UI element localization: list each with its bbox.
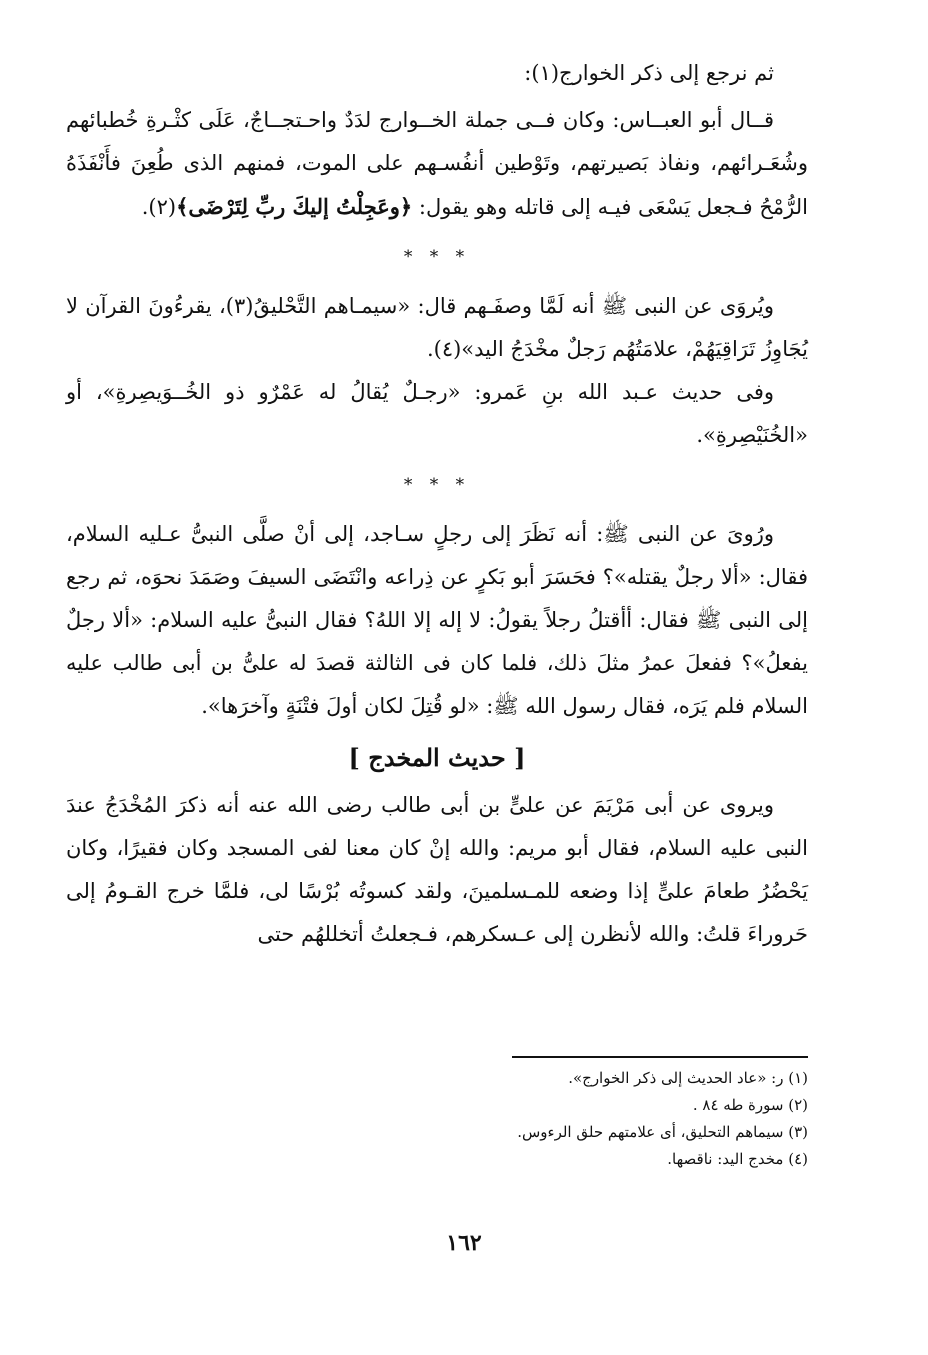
- paragraph-praying-man: ورُوىَ عن النبى ﷺ: أنه نَظَرَ إلى رجلٍ سـاجد، إلى أنْ صلَّى النبىُّ عـليه السلام، فقال: «ألا رجلٌ يقتله»؟ فحَسَرَ أبو بَكرٍ عن ذِراعه وانْتَضَى السيفَ وصَمَدَ نحوَه، ثم رجع إلى النبى ﷺ فقال: أأقتلُ رجلاً يقولُ: لا إله إلا اللهُ؟ فقال النبىُّ عليه السلام: «ألا رجلٌ يفعلُ»؟ ففعلَ عمرُ مثلَ ذلك، فلما كان فى الثالثة قصدَ له علىُّ بن أبى طالب عليه السلام فلم يَرَه، فقال رسول الله ﷺ: «لو قُتِلَ لكان أولَ فتْنَةٍ وآخرَها».: [66, 522, 808, 718]
- paragraph-abu-maryam: ويروى عن أبى مَرْيَمَ عن علىٍّ بن أبى طالب رضى الله عنه أنه ذكرَ المُخْدَجُ عندَ النبى عليه السلام، فقال أبو مريم: والله إنْ كان معنا لفى المسجد وكان فقيرًا، وكان يَحْضُرُ طعامَ علىٍّ إذا وضعه للمـسلمينَ، ولقد كسوتُه بُرْسًا لى، فلمَّا خرج القـومُ إلى حَروراءَ قلتُ: والله لأنظرن إلى عـسكرهم، فـجعلتُ أتخللهُم حتى: [66, 793, 808, 946]
- footnote-item: (٢) سورة طه ٨٤ .: [692, 1096, 808, 1114]
- page-number: ١٦٢: [446, 1230, 482, 1256]
- paragraph-abdullah-amr: وفى حديث عـبد الله بنِ عَمرو: «رجـلٌ يُقالُ له عَمْرٌو ذو الخُــوَيصِرةِ»، أو «الخُنَيْصِرةِ».: [66, 380, 808, 447]
- page-body: [66, 52, 808, 956]
- footnote-item: (١) ر: «عاد الحديث إلى ذكر الخوارج».: [568, 1069, 808, 1087]
- section-heading: [ حديث المخدج ]: [348, 743, 526, 772]
- paragraph-hadith-description: ويُروَى عن النبى ﷺ أنه لَمَّا وصفَـهم قال: «سيمـاهم التَّحْليقُ(٣)، يقرءُونَ القرآن لا يُجَاوِزُ تَرَاقِيَهُمْ، علامَتُهُم رَجلٌ مخْدَجُ اليد»(٤).: [66, 294, 808, 361]
- paragraph-text: قــال أبو العبــاس: وكان فــى جملة الخــوارج لدَدٌ واحـتجــاجٌ، عَلَى كثْـرةِ خُطبائهم وشُعَـرائهم، ونفاذ بَصيرتهم، وتَوْطين أنفُسـهم على الموت، فمنهم الذى طُعِنَ فأَنْفَذَهُ الرُّمْحُ فـجعل يَسْعَى فيـه إلى قاتله وهو يقول:: [66, 108, 808, 219]
- section-separator: * * *: [403, 247, 471, 267]
- footnote-divider: [512, 1056, 808, 1058]
- footnote-item: (٣) سيماهم التحليق، أى علامتهم حلق الرءوس.: [517, 1123, 808, 1141]
- footnote-ref: (٢).: [141, 195, 177, 219]
- footnotes: [208, 1066, 808, 1174]
- footnote-item: (٤) مخدج اليد: ناقصها.: [667, 1150, 808, 1168]
- intro-line: ثم نرجع إلى ذكر الخوارج(١):: [524, 61, 774, 85]
- paragraph-abu-abbas: [66, 99, 808, 229]
- quran-verse: ﴿وعَجِلْتُ إليكَ ربِّ لِتَرْضَى﴾: [176, 194, 413, 219]
- section-separator: * * *: [403, 475, 471, 495]
